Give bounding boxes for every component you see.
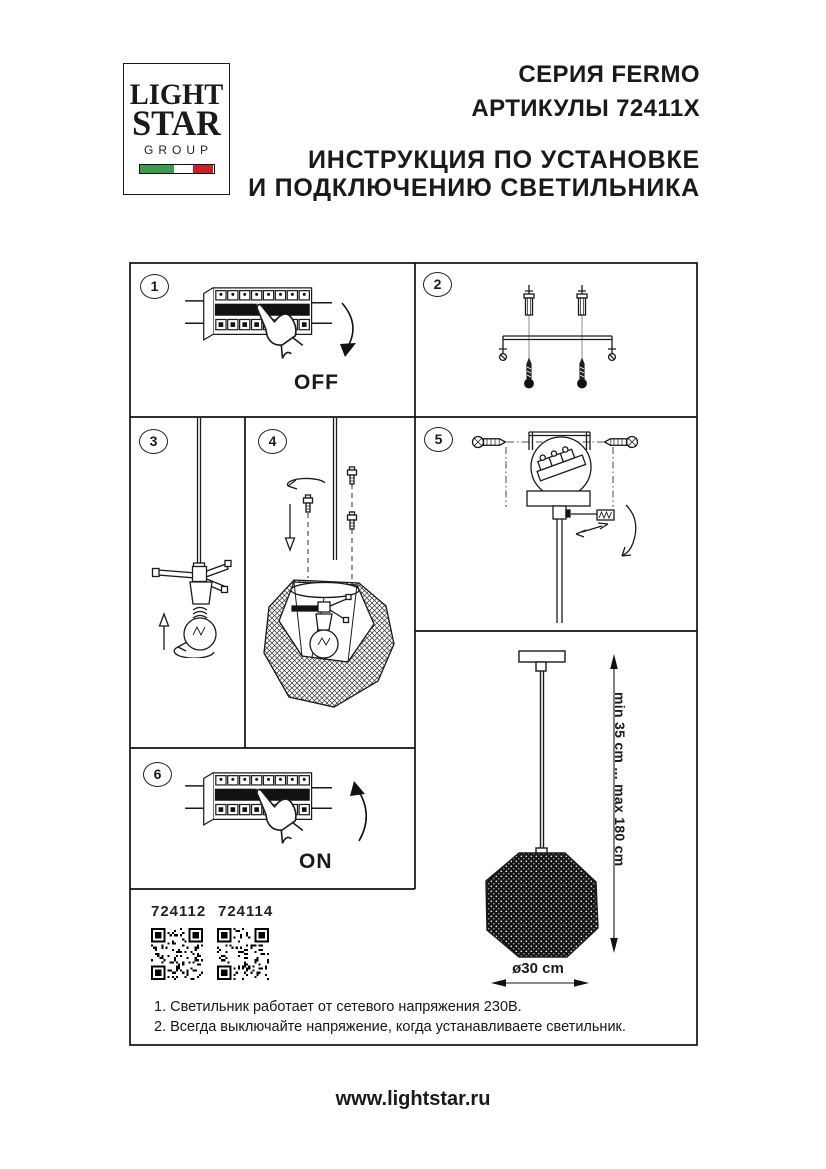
logo-light-text: LIGHT (129, 78, 224, 111)
step-3-bulb-illustration (140, 418, 240, 658)
diameter-label: ø30 cm (512, 960, 564, 977)
step-4-shade-illustration (252, 418, 410, 718)
rotate-arrow-icon (287, 478, 325, 489)
step-6-on-label: ON (299, 850, 333, 873)
step-6-breaker-illustration (150, 763, 390, 888)
diameter-dimension-arrow (491, 979, 589, 987)
step-1-breaker-illustration (150, 278, 390, 403)
step-4-badge: 4 (258, 429, 287, 454)
screw-icon (525, 359, 534, 388)
note-line-1: 1. Светильник работает от сетевого напряжения 230В. (154, 999, 522, 1015)
faceted-shade (264, 580, 394, 707)
screw-icon (348, 467, 357, 484)
article-code-2: 724114 (218, 903, 274, 920)
screw-icon (473, 437, 506, 448)
light-bulb-icon (310, 630, 338, 658)
step-1-badge: 1 (140, 274, 169, 299)
logo-group-text: GROUP (143, 143, 213, 157)
suspension-rod (557, 519, 562, 623)
step-6-badge: 6 (143, 762, 172, 787)
locking-spring-icon (571, 510, 614, 520)
arrow-up-icon (358, 790, 366, 841)
articles-title: АРТИКУЛЫ 72411X (471, 95, 700, 122)
ceiling-canopy (519, 651, 565, 662)
qr-code-724114 (217, 928, 269, 980)
website-url: www.lightstar.ru (335, 1088, 491, 1110)
light-bulb-icon (184, 608, 216, 651)
lamp-socket (190, 582, 212, 604)
step-2-badge: 2 (423, 272, 452, 297)
octagonal-shade (486, 853, 598, 957)
suspension-rod (198, 418, 201, 563)
wall-anchor-icon (577, 285, 587, 315)
suspension-rod (541, 671, 544, 848)
height-range-label: min 35 cm ... max 180 cm (612, 692, 628, 867)
arrow-down-icon (286, 504, 295, 550)
safety-notes (154, 998, 626, 1037)
note-line-2: 2. Всегда выключайте напряжение, когда устанавливаете светильник. (154, 1018, 626, 1035)
screw-icon (605, 437, 638, 448)
ceiling-canopy (527, 491, 590, 506)
step-5-badge: 5 (424, 427, 453, 452)
mounting-bracket-icon (499, 336, 616, 360)
screw-icon (578, 359, 587, 388)
logo-star-text: STAR (132, 103, 221, 143)
pendant-lamp-illustration (460, 640, 690, 1010)
detail-magnifier-bubble (531, 437, 591, 497)
rotate-arrow-icon (622, 505, 636, 556)
wall-anchor-icon (524, 285, 534, 315)
arrow-down-icon (342, 303, 353, 348)
screw-icon (304, 495, 313, 512)
series-title: СЕРИЯ FERMO (518, 61, 700, 88)
instruction-title-line2: И ПОДКЛЮЧЕНИЮ СВЕТИЛЬНИКА (248, 174, 700, 202)
slide-arrow-icon (576, 523, 608, 537)
step-2-mounting-kit-illustration (495, 278, 620, 396)
qr-code-724112 (151, 928, 203, 980)
step-1-off-label: OFF (294, 371, 339, 394)
instruction-title-line1: ИНСТРУКЦИЯ ПО УСТАНОВКЕ (307, 146, 700, 174)
arrow-up-icon (160, 614, 169, 650)
step-5-canopy-illustration (430, 423, 680, 628)
step-3-badge: 3 (139, 429, 168, 454)
article-code-1: 724112 (151, 903, 207, 920)
suspension-rod (334, 418, 337, 560)
screw-icon (348, 512, 357, 529)
